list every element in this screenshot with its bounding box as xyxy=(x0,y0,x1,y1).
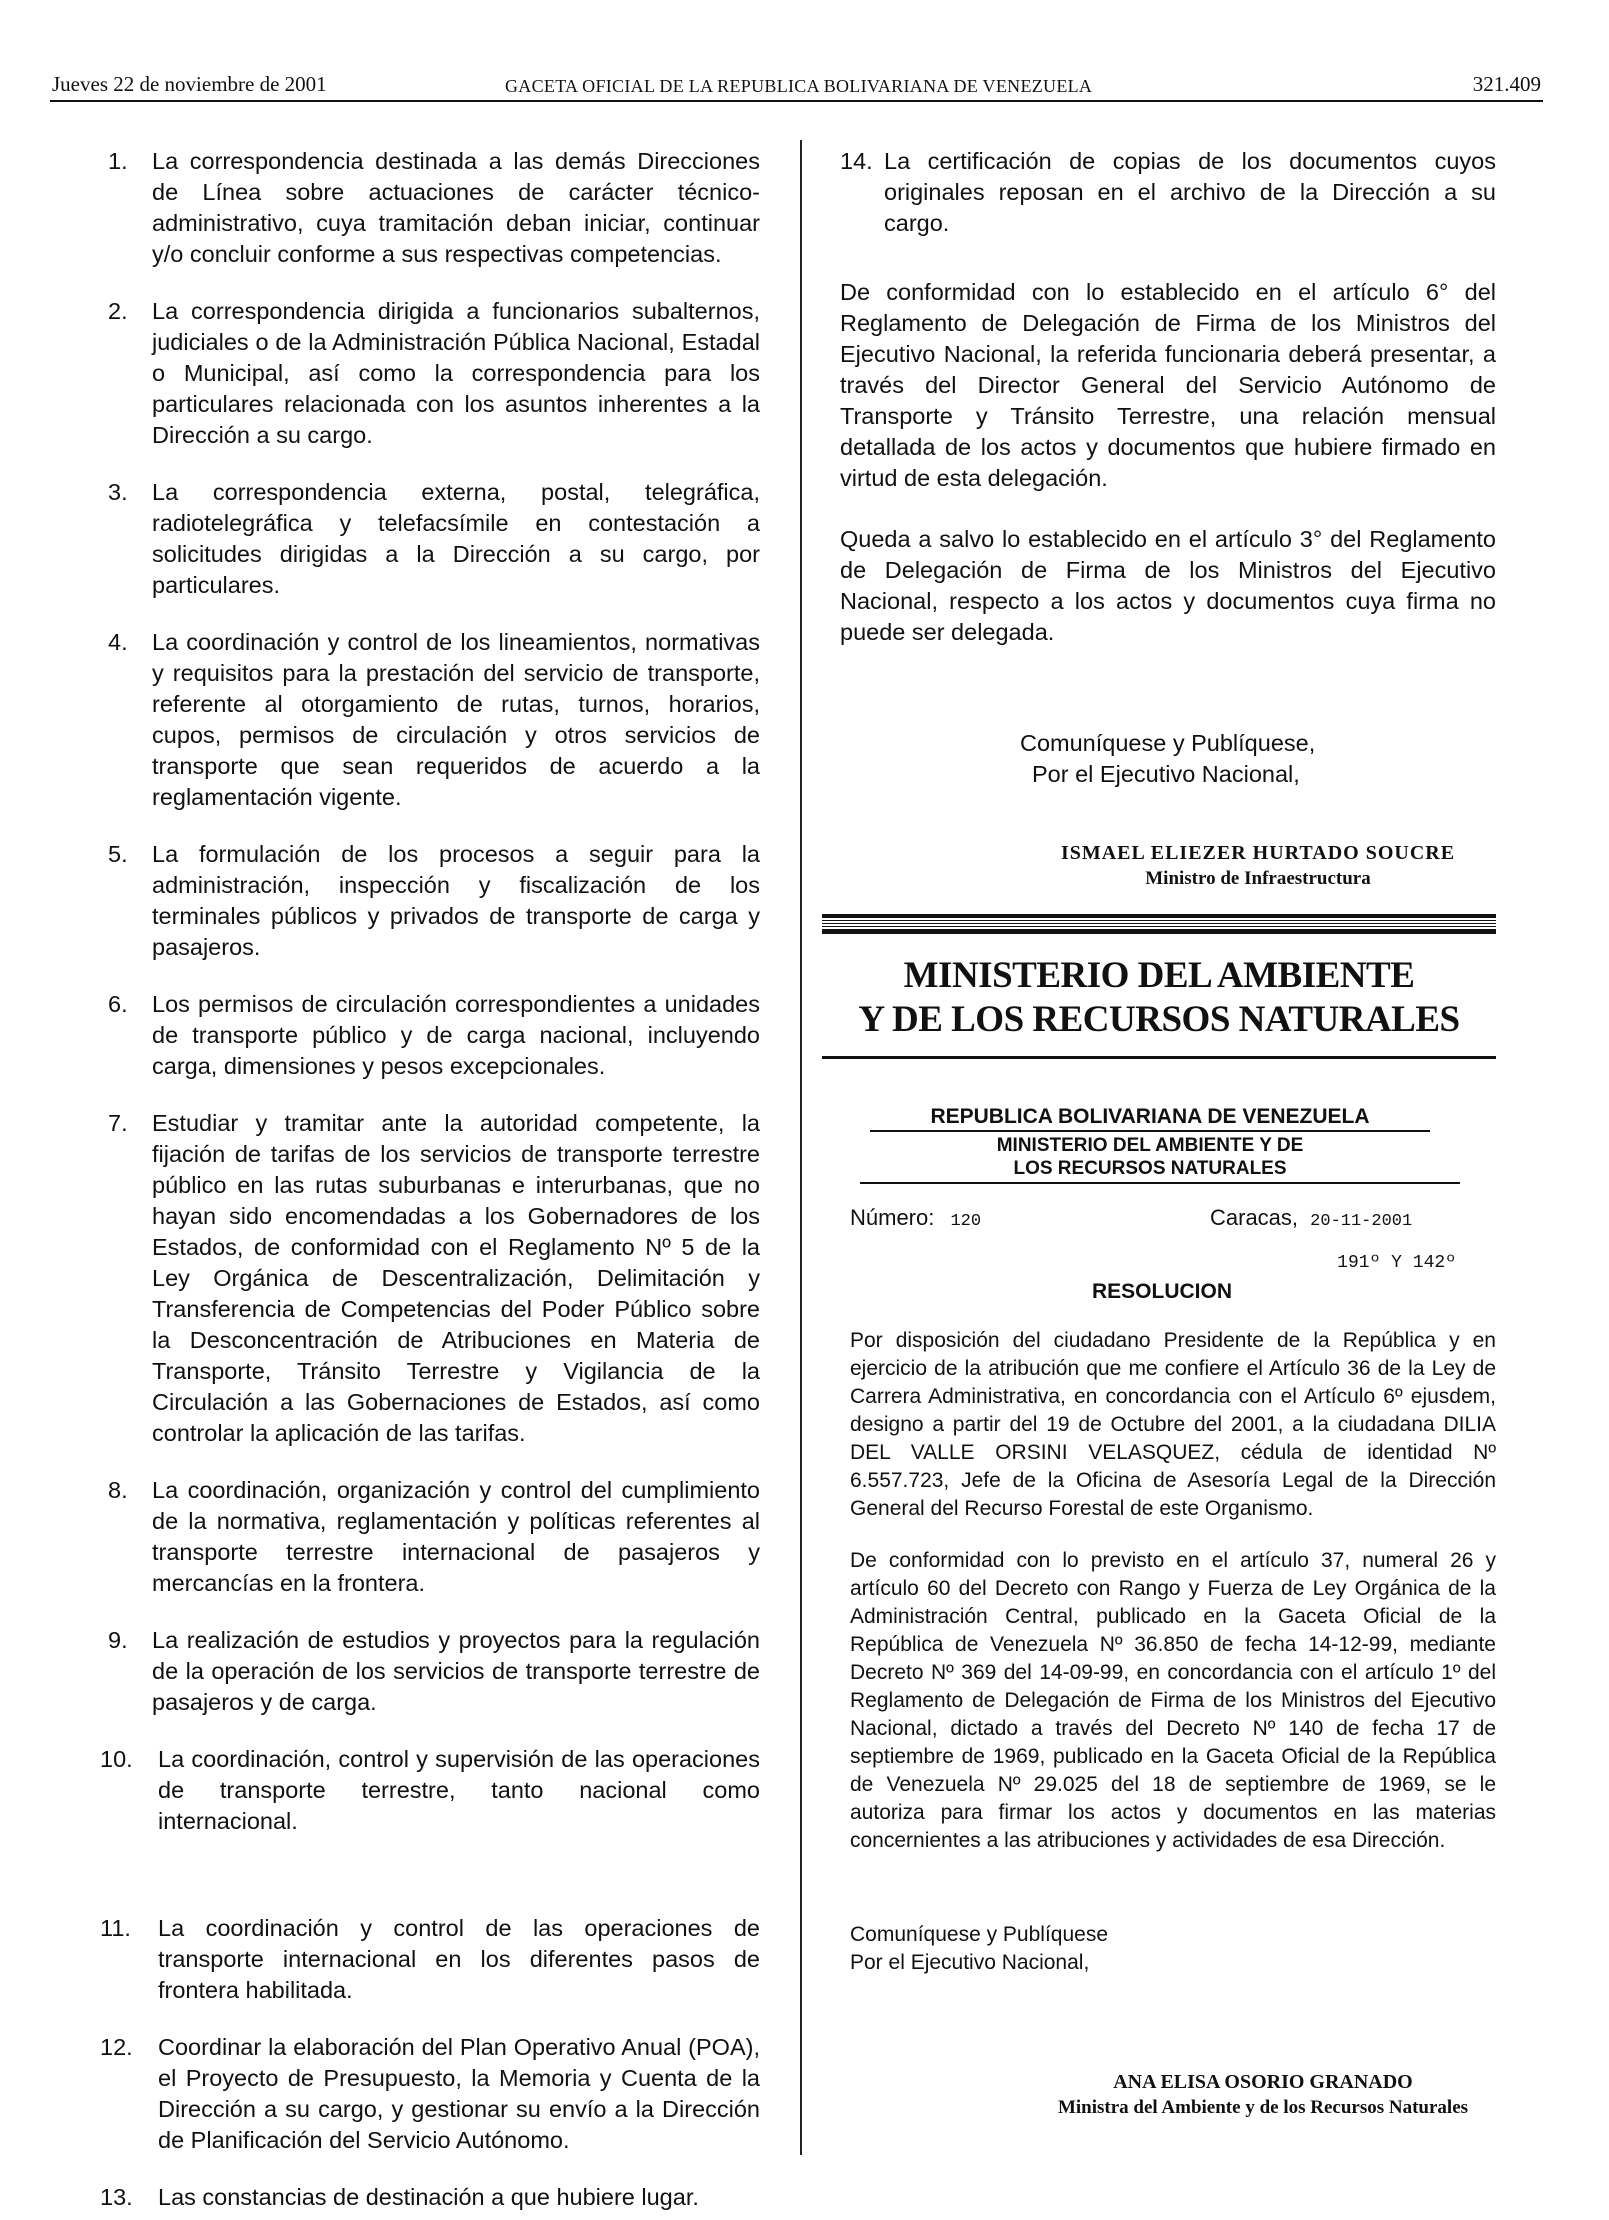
item-text: Coordinar la elaboración del Plan Operativo Anual (POA), el Proyecto de Presupuesto, la Memoria y Cuenta de la Dirección a su cargo, y gestionar su envío a la Dirección de Planificación del Servicio Autónomo. xyxy=(158,2034,760,2153)
item-number: 12. xyxy=(100,2034,133,2060)
list-item xyxy=(108,627,760,813)
section-divider xyxy=(822,914,1496,934)
header-page-number: 321.409 xyxy=(1472,72,1541,96)
item-text: La coordinación, organización y control del cumplimiento de la normativa, reglamentación y políticas referentes al transporte terrestre internacional de pasajeros y mercancías en la frontera. xyxy=(152,1477,760,1596)
item-text: La correspondencia destinada a las demás Direcciones de Línea sobre actuaciones de carácter técnico-administrativo, cuya tramitación deban iniciar, continuar y/o concluir conforme a sus respectivas competencias. xyxy=(152,148,760,267)
resolution-letterhead xyxy=(860,1105,1440,1184)
item-number: 3. xyxy=(108,479,128,505)
ministry-heading-line1: MINISTERIO DEL AMBIENTE xyxy=(903,955,1415,996)
page-header xyxy=(50,70,1543,102)
item-text: La certificación de copias de los documentos cuyos originales reposan en el archivo de la Dirección a su cargo. xyxy=(884,148,1496,236)
item-text: La correspondencia dirigida a funcionarios subalternos, judiciales o de la Administración Pública Nacional, Estadal o Municipal, así como la correspondencia para los particulares relacionada con los asuntos inherentes a la Dirección a su cargo. xyxy=(152,298,760,448)
item-number: 4. xyxy=(108,629,128,655)
signature-block-2 xyxy=(840,2069,1496,2121)
item-number: 10. xyxy=(100,1746,133,1772)
list-item xyxy=(108,296,760,451)
delegation-paragraph: De conformidad con lo establecido en el artículo 6° del Reglamento de Delegación de Firma de los Ministros del Ejecutivo Nacional, la referida funcionaria deberá presentar, a través del Director General del Servicio Autónomo de Transporte y Tránsito Terrestre, una relación mensual detallada de los actos y documentos que hubiere firmado en virtud de esta delegación. xyxy=(840,279,1496,491)
ejecutivo-text: Por el Ejecutivo Nacional, xyxy=(1032,761,1300,787)
column-divider xyxy=(800,140,802,2155)
right-column xyxy=(840,146,1496,2121)
item-number: 8. xyxy=(108,1477,128,1503)
item-text: La coordinación y control de los lineamientos, normativas y requisitos para la prestación del servicio de transporte, referente al otorgamiento de rutas, turnos, horarios, cupos, permisos de circulación y otros servicios de transporte que sean requeridos de acuerdo a la reglamentación vigente. xyxy=(152,629,760,810)
signer-role: Ministra del Ambiente y de los Recursos Naturales xyxy=(1057,2097,1469,2118)
list-item xyxy=(108,146,760,270)
caracas-date: 20-11-2001 xyxy=(1310,1212,1413,1231)
anos-line xyxy=(840,1248,1496,1276)
resolution-meta xyxy=(840,1202,1496,1234)
list-item xyxy=(100,2032,760,2156)
signer-name: ANA ELISA OSORIO GRANADO xyxy=(1113,2071,1413,2093)
list-item xyxy=(108,1108,760,1449)
comuniquese-text: Comuníquese y Publíquese xyxy=(850,1923,1108,1946)
letterhead-rule xyxy=(860,1182,1460,1184)
signer-role: Ministro de Infraestructura xyxy=(1145,868,1371,889)
ministry-heading xyxy=(822,954,1496,1042)
header-title: GACETA OFICIAL DE LA REPUBLICA BOLIVARIANA DE VENEZUELA xyxy=(505,76,1093,96)
ministry-heading-line2: Y DE LOS RECURSOS NATURALES xyxy=(858,999,1460,1040)
item-number: 11. xyxy=(100,1915,131,1941)
list-item xyxy=(108,839,760,963)
item-number: 2. xyxy=(108,298,128,324)
comuniquese-text: Comuníquese y Publíquese, xyxy=(1020,730,1316,756)
closing-formula-1 xyxy=(840,728,1496,790)
left-column xyxy=(100,146,760,2213)
item-text: La coordinación y control de las operaciones de transporte internacional en los diferentes pasos de frontera habilitada. xyxy=(158,1915,760,2003)
list-item xyxy=(108,477,760,601)
item-number: 7. xyxy=(108,1110,128,1136)
item-text: Las constancias de destinación a que hubiere lugar. xyxy=(158,2184,699,2210)
closing-formula-2 xyxy=(840,1921,1496,1977)
signer-name: ISMAEL ELIEZER HURTADO SOUCRE xyxy=(1060,842,1456,864)
item-text: La realización de estudios y proyectos para la regulación de la operación de los servicios de transporte terrestre de pasajeros y de carga. xyxy=(152,1627,760,1715)
list-item xyxy=(108,989,760,1082)
item-text: La formulación de los procesos a seguir para la administración, inspección y fiscalización de los terminales públicos y privados de transporte de carga y pasajeros. xyxy=(152,841,760,960)
caracas-label: Caracas, xyxy=(1210,1205,1299,1230)
list-item xyxy=(840,146,1496,239)
item-text: Estudiar y tramitar ante la autoridad competente, la fijación de tarifas de los servicios de transporte terrestre público en las rutas suburbanas e interurbanas, que no hayan sido encomendadas a los Gobernadores de los Estados, de conformidad con el Reglamento Nº 5 de la Ley Orgánica de Descentralización, Delimitación y Transferencia de Competencias del Poder Público sobre la Desconcentración de Atribuciones en Materia de Transporte, Tránsito Terrestre y Vigilancia de la Circulación a las Gobernaciones de Estados, así como controlar la aplicación de las tarifas. xyxy=(152,1110,760,1446)
resolution-title: RESOLUCION xyxy=(1092,1280,1233,1303)
item-number: 9. xyxy=(108,1627,128,1653)
item-text: La coordinación, control y supervisión de las operaciones de transporte terrestre, tanto nacional como internacional. xyxy=(158,1746,760,1834)
heading-divider xyxy=(822,1056,1496,1059)
item-number: 1. xyxy=(108,148,128,174)
signature-block-1 xyxy=(840,840,1496,892)
reservation-paragraph: Queda a salvo lo establecido en el artículo 3° del Reglamento de Delegación de Firma de los Ministros del Ejecutivo Nacional, respecto a los actos y documentos cuya firma no puede ser delegada. xyxy=(840,526,1496,645)
ejecutivo-text: Por el Ejecutivo Nacional, xyxy=(850,1951,1090,1974)
list-item xyxy=(100,2182,760,2213)
numero-value: 120 xyxy=(950,1212,982,1231)
ministry-line-2: LOS RECURSOS NATURALES xyxy=(1013,1158,1287,1179)
resolution-paragraph-1: Por disposición del ciudadano Presidente de la República y en ejercicio de la atribución que me confiere el Artículo 36 de la Ley de Carrera Administrativa, en concordancia con el Artículo 6º ejusdem, designo a partir del 19 de Octubre del 2001, a la ciudadana DILIA DEL VALLE ORSINI VELASQUEZ, cédula de identidad Nº 6.557.723, Jefe de la Oficina de Asesoría Legal de la Dirección General del Recurso Forestal de este Organismo. xyxy=(850,1329,1496,1520)
letterhead-rule xyxy=(870,1130,1430,1132)
item-text: La correspondencia externa, postal, telegráfica, radiotelegráfica y telefacsímile en contestación a solicitudes dirigidas a la Dirección a su cargo, por particulares. xyxy=(152,479,760,598)
resolution-paragraph-2: De conformidad con lo previsto en el artículo 37, numeral 26 y artículo 60 del Decreto con Rango y Fuerza de Ley Orgánica de la Administración Central, publicado en la Gaceta Oficial de la República de Venezuela Nº 36.850 de fecha 14-12-99, mediante Decreto Nº 369 del 14-09-99, en concordancia con el artículo 1º del Reglamento de Delegación de Firma de los Ministros del Ejecutivo Nacional, dictado a través del Decreto Nº 140 de fecha 17 de septiembre de 1969, publicado en la Gaceta Oficial de la República de Venezuela Nº 29.025 del 18 de septiembre de 1969, se le autoriza para firmar los actos y documentos en las materias concernientes a las atribuciones y actividades de esa Dirección. xyxy=(850,1549,1496,1852)
header-date: Jueves 22 de noviembre de 2001 xyxy=(52,72,327,96)
list-item xyxy=(100,1913,760,2006)
item-text: Los permisos de circulación correspondientes a unidades de transporte público y de carga nacional, incluyendo carga, dimensiones y pesos excepcionales. xyxy=(152,991,760,1079)
list-item xyxy=(100,1744,760,1837)
numero-label: Número: xyxy=(850,1205,935,1230)
list-item xyxy=(108,1625,760,1718)
item-number: 6. xyxy=(108,991,128,1017)
item-number: 14. xyxy=(840,148,873,174)
ministry-line: MINISTERIO DEL AMBIENTE Y DE xyxy=(996,1135,1304,1156)
anos-text: 191º Y 142º xyxy=(1337,1253,1456,1273)
item-number: 5. xyxy=(108,841,128,867)
republic-line: REPUBLICA BOLIVARIANA DE VENEZUELA xyxy=(930,1105,1370,1128)
item-number: 13. xyxy=(100,2184,133,2210)
list-item xyxy=(108,1475,760,1599)
